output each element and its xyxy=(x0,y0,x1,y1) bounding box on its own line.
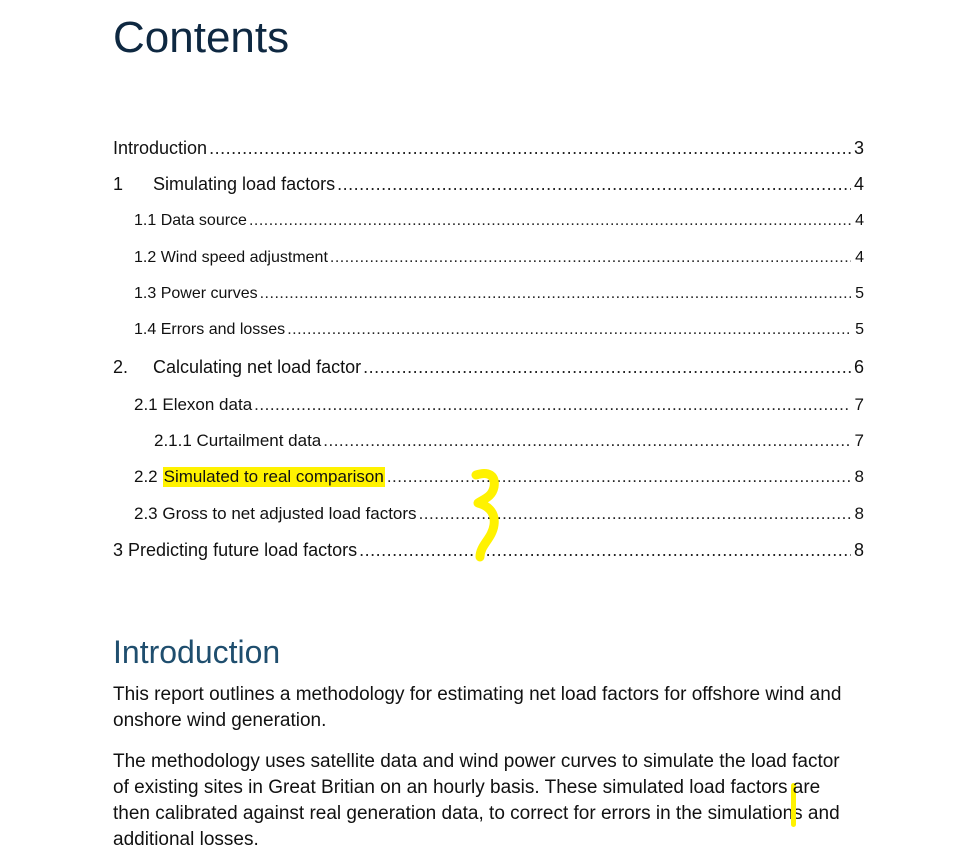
toc-leader xyxy=(330,249,851,267)
toc-leader xyxy=(287,321,851,339)
paragraph-text: , to correct for errors in the simulations and additional losses. xyxy=(113,803,840,850)
toc-page-number: 8 xyxy=(854,504,864,523)
introduction-paragraph-1: This report outlines a methodology for estimating net load factors for offshore wind and onshore wind generation. xyxy=(113,684,842,731)
toc-page-number: 6 xyxy=(853,357,864,377)
toc-entry-label: Introduction xyxy=(113,138,208,158)
toc-page-number: 8 xyxy=(853,540,864,560)
toc-entry-introduction[interactable] xyxy=(113,138,864,159)
toc-section-number: 3 Predicting xyxy=(113,540,209,560)
highlighted-toc-label: future load factors xyxy=(213,540,358,560)
toc-entry-wind-speed-adjustment[interactable] xyxy=(134,249,864,267)
toc-entry-label: 2.1.1 Curtailment data xyxy=(154,431,322,450)
toc-entry-simulating-load-factors[interactable] xyxy=(113,174,864,195)
toc-entry-label: 2.3 Gross to net adjusted load factors xyxy=(134,504,417,523)
toc-entry-label-group xyxy=(113,540,357,561)
toc-section-number: 1 xyxy=(113,174,124,194)
toc-entry-label: 1.4 Errors and losses xyxy=(134,321,286,338)
toc-entry-label: 1.2 Wind speed adjustment xyxy=(134,249,328,266)
paragraph-text: The methodology uses satellite data and wind power curves to simulate the load factor of existing sites in Great Britian on an hourly basis. These simulated load factors xyxy=(113,751,840,798)
toc-page-number: 4 xyxy=(855,212,864,229)
toc-leader xyxy=(249,212,851,230)
toc-page-number: 5 xyxy=(855,321,864,338)
toc-entry-label-group xyxy=(113,174,335,195)
toc-entry-label: Calculating net load factor xyxy=(153,357,362,377)
toc-leader xyxy=(337,174,851,195)
toc-leader xyxy=(260,285,851,303)
toc-page-number: 4 xyxy=(853,174,864,194)
toc-page-number: 5 xyxy=(855,285,864,302)
toc-leader xyxy=(359,540,851,561)
highlighter-bracket-mark xyxy=(450,465,510,570)
toc-entry-data-source[interactable] xyxy=(134,212,864,230)
toc-entry-power-curves[interactable] xyxy=(134,285,864,303)
highlighted-toc-label: Simulated to real comparison xyxy=(163,467,384,486)
toc-leader xyxy=(363,357,851,378)
toc-entry-label: Simulating load factors xyxy=(153,174,336,194)
toc-entry-label-group xyxy=(134,467,385,487)
toc-leader xyxy=(254,395,851,415)
toc-page-number: 8 xyxy=(854,467,864,486)
toc-entry-curtailment-data[interactable] xyxy=(154,431,864,451)
toc-leader xyxy=(209,138,851,159)
toc-entry-label: 2.1 Elexon data xyxy=(134,395,253,414)
toc-page-number: 7 xyxy=(854,431,864,450)
toc-page-number: 3 xyxy=(853,138,864,158)
toc-section-number: 2. xyxy=(113,357,129,377)
toc-page-number: 4 xyxy=(855,249,864,266)
toc-leader xyxy=(323,431,851,451)
introduction-paragraph-2 xyxy=(113,749,853,853)
toc-entry-calculating-net-load-factor[interactable] xyxy=(113,357,864,378)
toc-entry-label-group xyxy=(113,357,361,378)
toc-entry-label: 1.1 Data source xyxy=(134,212,247,229)
toc-entry-label: 1.3 Power curves xyxy=(134,285,258,302)
toc-section-number: 2.2 xyxy=(134,467,158,486)
toc-entry-elexon-data[interactable] xyxy=(134,395,864,415)
highlighted-text: are then calibrated against real generation data xyxy=(113,777,821,824)
toc-entry-errors-and-losses[interactable] xyxy=(134,321,864,339)
introduction-heading: Introduction xyxy=(113,634,281,670)
toc-page-number: 7 xyxy=(854,395,864,414)
contents-title: Contents xyxy=(113,13,290,62)
